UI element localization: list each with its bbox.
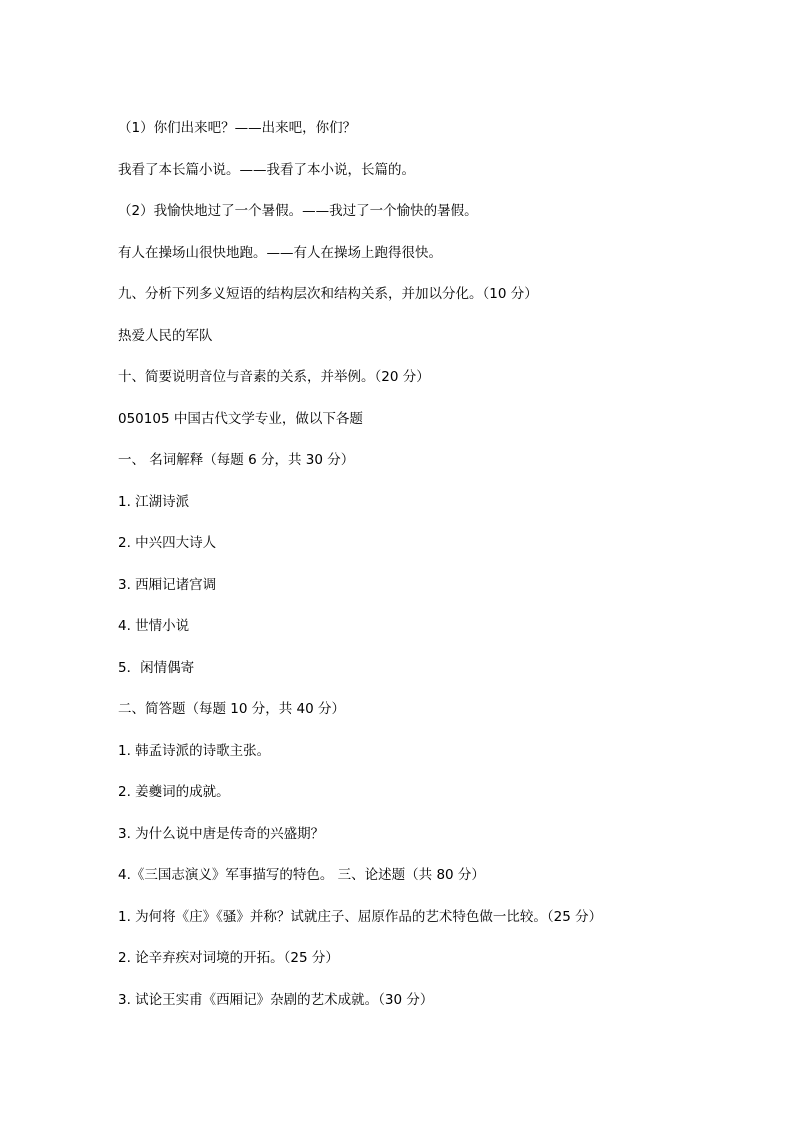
text-line: （2）我愉快地过了一个暑假。——我过了一个愉快的暑假。 — [118, 203, 478, 219]
question-item: 1. 为何将《庄》《骚》并称？试就庄子、屈原作品的艺术特色做一比较。（25 分） — [118, 909, 603, 925]
section-heading: 九、分析下列多义短语的结构层次和结构关系，并加以分化。（10 分） — [118, 286, 538, 302]
section-heading: 十、简要说明音位与音素的关系，并举例。（20 分） — [118, 369, 430, 385]
question-item: 2. 论辛弃疾对词境的开拓。（25 分） — [118, 950, 339, 966]
question-item: 3. 西厢记诸宫调 — [118, 577, 217, 593]
question-item: 5．闲情偶寄 — [118, 660, 195, 676]
question-item: 1. 韩孟诗派的诗歌主张。 — [118, 743, 271, 759]
section-heading: 050105 中国古代文学专业，做以下各题 — [118, 411, 363, 427]
question-item: 4.《三国志演义》军事描写的特色。 三、论述题（共 80 分） — [118, 867, 485, 883]
section-heading: 二、简答题（每题 10 分，共 40 分） — [118, 701, 346, 717]
question-item: 2. 姜夔词的成就。 — [118, 784, 230, 800]
question-item: 3. 为什么说中唐是传奇的兴盛期？ — [118, 826, 325, 842]
text-line: （1）你们出来吧？——出来吧，你们？ — [118, 120, 357, 136]
section-heading: 一、 名词解释（每题 6 分，共 30 分） — [118, 452, 355, 468]
question-item: 3. 试论王实甫《西厢记》杂剧的艺术成就。（30 分） — [118, 992, 434, 1008]
text-line: 我看了本长篇小说。——我看了本小说，长篇的。 — [118, 162, 415, 178]
question-item: 4. 世情小说 — [118, 618, 190, 634]
question-item: 2. 中兴四大诗人 — [118, 535, 217, 551]
question-item: 1. 江湖诗派 — [118, 494, 190, 510]
text-line: 有人在操场山很快地跑。——有人在操场上跑得很快。 — [118, 245, 442, 261]
text-line: 热爱人民的军队 — [118, 328, 213, 344]
